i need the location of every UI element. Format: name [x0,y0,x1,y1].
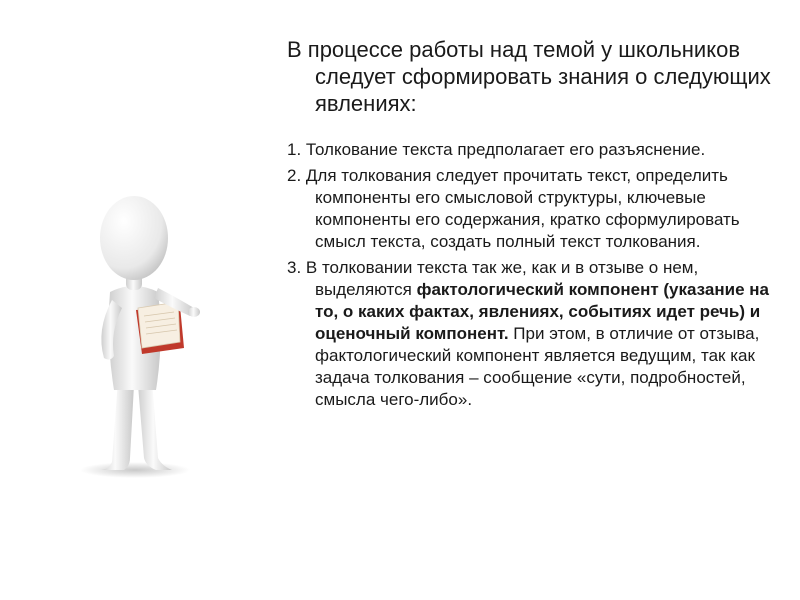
list-item-3 [287,257,777,411]
list-item-2: 2. Для толкования следует прочитать текст, определить компоненты его смысловой структуры, ключевые компоненты его содержания, кратко сформулировать смысл текста, создать полный текст толкования. [287,166,740,251]
list-item-3-bold-text: фактологический компонент (указание на то, о каких фактах, явлениях, событиях идет речь) и оценочный компонент. [315,280,769,343]
slide-heading: В процессе работы над темой у школьников следует сформировать знания о следующих явлениях: [287,37,771,116]
list-item-3-text-end: При этом, в отличие от отзыва, фактологический компонент является ведущим, так как задача толкования – сообщение «сути, подробностей, смысла чего-либо». [315,324,760,409]
list-item-1: 1. Толкование текста предполагает его разъяснение. [287,140,706,159]
list-item-3-text-start: 3. В толковании текста так же, как и в отзыве о нем, выделяются [287,258,699,299]
text-block [287,36,777,415]
person-reading-book-icon [60,180,220,480]
